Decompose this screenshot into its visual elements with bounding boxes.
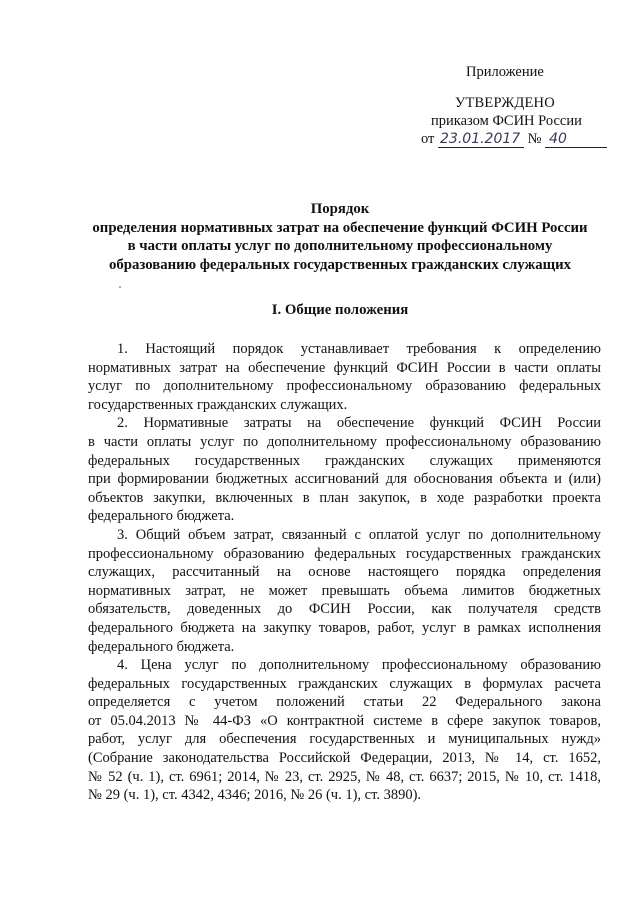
appendix-label: Приложение xyxy=(466,64,544,80)
paragraph-1 xyxy=(88,340,601,414)
section-heading: I. Общие положения xyxy=(271,302,409,318)
date-prefix: от xyxy=(421,131,435,147)
title-line: в части оплаты услуг по дополнительному профессиональному xyxy=(127,238,553,254)
text-line: нормативных затрат на обеспечение функций ФСИН России в части оплаты xyxy=(88,359,601,376)
text-line: 1. Настоящий порядок устанавливает требования к определению xyxy=(117,341,601,357)
text-line: обязательств, доведенных до ФСИН России, как получателя средств xyxy=(88,601,601,618)
text-line: (Собрание законодательства Российской Федерации, 2013, № 14, ст. 1652, xyxy=(88,750,601,767)
text-line: при формировании бюджетных ассигнований для обоснования объекта и (или) xyxy=(88,471,601,488)
text-line: объектов закупки, включенных в план закупок, в ходе разработки проекта xyxy=(88,489,601,506)
text-line: федеральных государственных гражданских служащих в формулах расчета xyxy=(88,675,601,692)
paragraph-2 xyxy=(88,414,601,526)
text-line: от 05.04.2013 № 44-ФЗ «О контрактной системе в сфере закупок товаров, xyxy=(88,712,601,729)
document-body xyxy=(88,340,601,805)
paragraph-4 xyxy=(88,656,601,805)
handwritten-number: 40 xyxy=(545,131,607,148)
text-line: № 52 (ч. 1), ст. 6961; 2014, № 23, ст. 2925, № 48, ст. 6637; 2015, № 10, ст. 1418, xyxy=(88,768,601,785)
text-line: служащих, рассчитанный на основе настоящего порядка определения xyxy=(88,564,601,581)
text-line: федерального бюджета. xyxy=(88,508,235,525)
text-line: 4. Цена услуг по дополнительному профессиональному образованию xyxy=(117,657,601,674)
text-line: федерального бюджета на закупку товаров, работ, услуг в рамках исполнения xyxy=(88,619,601,636)
order-date-number-line xyxy=(421,131,607,148)
title-line: определения нормативных затрат на обеспечение функций ФСИН России xyxy=(92,219,588,236)
title-line: образованию федеральных государственных гражданских служащих xyxy=(108,256,572,273)
text-line: 3. Общий объем затрат, связанный с оплатой услуг по дополнительному xyxy=(117,526,601,543)
text-line: в части оплаты услуг по дополнительному профессиональному образованию xyxy=(88,433,601,450)
paragraph-3 xyxy=(88,526,601,656)
text-line: услуг по дополнительному профессиональному образованию федеральных xyxy=(88,378,601,395)
text-line: федеральных государственных гражданских служащих применяются xyxy=(88,452,601,469)
order-by-label: приказом ФСИН России xyxy=(431,113,582,129)
text-line: государственных гражданских служащих. xyxy=(88,396,348,413)
scan-speck xyxy=(119,286,121,288)
text-line: федерального бюджета. xyxy=(88,638,235,655)
number-prefix: № xyxy=(527,131,542,147)
text-line: профессиональному образованию федеральных государственных гражданских xyxy=(88,545,601,562)
text-line: работ, услуг для обеспечения государственных и муниципальных нужд» xyxy=(88,731,601,748)
document-title xyxy=(80,200,600,274)
text-line: нормативных затрат, не может превышать объема лимитов бюджетных xyxy=(88,582,601,599)
handwritten-date: 23.01.2017 xyxy=(438,131,524,148)
title-line: Порядок xyxy=(310,201,370,217)
text-line: № 29 (ч. 1), ст. 4342, 4346; 2016, № 26 (ч. 1), ст. 3890). xyxy=(88,787,422,804)
approved-label: УТВЕРЖДЕНО xyxy=(455,95,555,111)
text-line: определяется с учетом положений статьи 22 Федерального закона xyxy=(88,694,601,711)
text-line: 2. Нормативные затраты на обеспечение функций ФСИН России xyxy=(117,415,601,432)
